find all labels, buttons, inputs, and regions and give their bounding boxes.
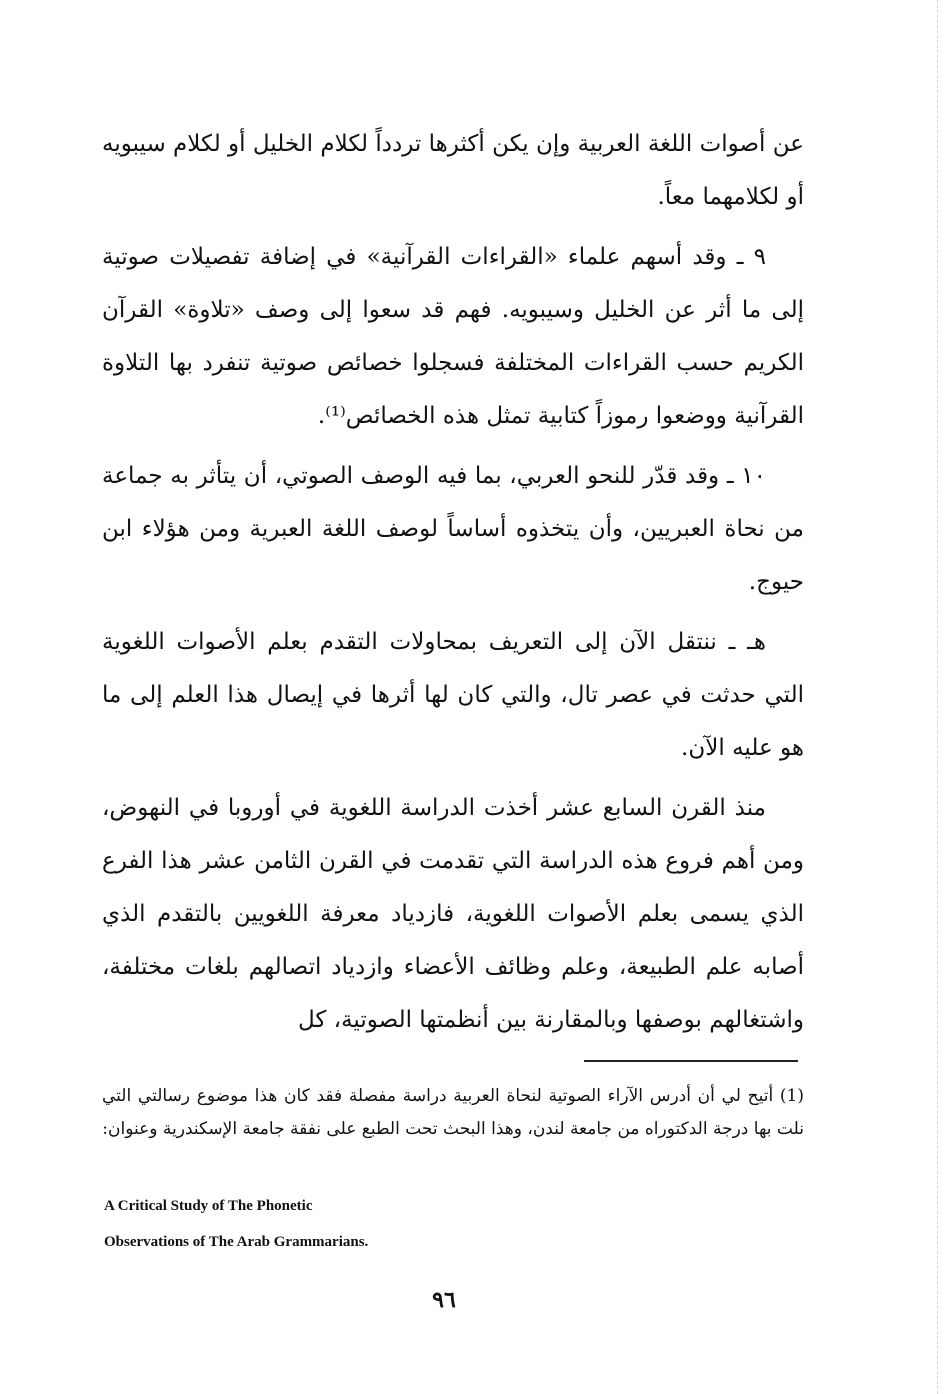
- footnote-separator: [584, 1060, 798, 1062]
- paragraph-seventeenth-century: منذ القرن السابع عشر أخذت الدراسة اللغوية في أوروبا في النهوض، ومن أهم فروع هذه الدراسة التي تقدمت في القرن الثامن عشر هذا الفرع الذي يسمى بعلم الأصوات اللغوية، فازدياد معرفة اللغويين بالتقدم الذي أصابه علم الطبيعة، وعلم وظائف الأعضاء وازدياد اتصالهم بلغات مختلفة، واشتغالهم بوصفها وبالمقارنة بين أنظمتها الصوتية، كل: [102, 795, 804, 1033]
- scan-edge-line: [936, 0, 938, 1394]
- paragraph-continuation: عن أصوات اللغة العربية وإن يكن أكثرها تردداً لكلام الخليل أو لكلام سيبويه أو لكلامهما معاً.: [101, 131, 804, 210]
- paragraph-9-quranic-readings: ٩ ـ وقد أسهم علماء «القراءات القرآنية» في إضافة تفصيلات صوتية إلى ما أثر عن الخليل وسيبويه. فهم قد سعوا إلى وصف «تلاوة» القرآن الكريم حسب القراءات المختلفة فسجلوا خصائص صوتية تنفرد بها التلاوة القرآنية ووضعوا رموزاً كتابية تمثل هذه الخصائص⁽¹⁾.: [102, 244, 804, 429]
- body-text: [102, 118, 804, 1054]
- page-number: ٩٦: [432, 1287, 456, 1313]
- footnote-thesis-title-line-2: Observations of The Arab Grammarians.: [104, 1234, 369, 1250]
- paragraph-10-hebrew-grammarians: ١٠ ـ وقد قدّر للنحو العربي، بما فيه الوصف الصوتي، أن يتأثر به جماعة من نحاة العبريين، وأن يتخذوه أساساً لوصف اللغة العبرية ومن هؤلاء ابن حيوج.: [102, 463, 804, 595]
- footnote-1: (1) أتيح لي أن أدرس الآراء الصوتية لنحاة العربية دراسة مفصلة فقد كان هذا موضوع رسالتي التي نلت بها درجة الدكتوراه من جامعة لندن، وهذا البحث تحت الطبع على نفقة جامعة الإسكندرية وعنوان:: [102, 1086, 804, 1139]
- paragraph-section-he: هـ ـ ننتقل الآن إلى التعريف بمحاولات التقدم بعلم الأصوات اللغوية التي حدثت في عصر تال، والتي كان لها أثرها في إيصال هذا العلم إلى ما هو عليه الآن.: [102, 629, 804, 761]
- footnote-thesis-title-line-1: A Critical Study of The Phonetic: [104, 1198, 313, 1214]
